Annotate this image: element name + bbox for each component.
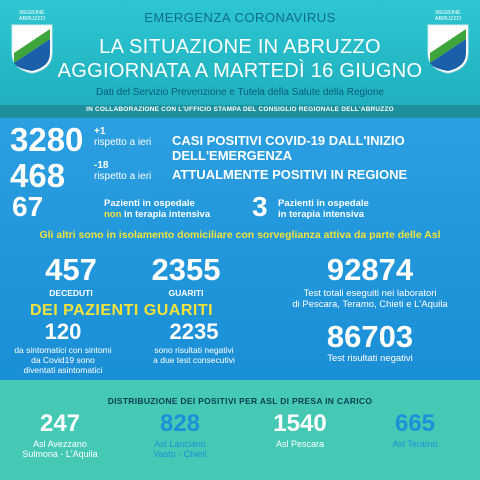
asl-pescara-value: 1540 (273, 410, 327, 437)
hospital-icu-value: 3 (252, 191, 268, 222)
total-positive-delta (94, 126, 151, 148)
asl-lanciano-line1: Asl Lanciano (154, 439, 206, 449)
recovered-breakdown-heading: DEI PAZIENTI GUARITI (30, 302, 214, 319)
asl-teramo-value: 665 (394, 410, 436, 437)
hospital-icu-label (278, 198, 369, 220)
deaths-label: DECEDUTI (49, 288, 93, 298)
collaboration-note: IN COLLABORAZIONE CON L'UFFICIO STAMPA DEL CONSIGLIO REGIONALE DELL'ABRUZZO (86, 106, 394, 113)
logo-label-line2: ABRUZZO (18, 16, 46, 22)
current-positive-delta (94, 160, 151, 182)
asl-avezzano-value: 247 (39, 410, 81, 437)
total-tests-line1: Test totali eseguiti nei laboratori (303, 288, 437, 299)
emergency-heading: EMERGENZA CORONAVIRUS (144, 10, 336, 25)
total-positive-value: 3280 (10, 121, 84, 158)
total-tests-value: 92874 (326, 252, 414, 287)
total-tests-line2: di Pescara, Teramo, Chieti e L'Aquila (292, 299, 448, 310)
home-isolation-note: Gli altri sono in isolamento domiciliare con sorveglianza attiva da parte delle Asl (39, 229, 441, 241)
recovered-asymptomatic-value: 120 (44, 319, 82, 344)
negative-tests-value: 86703 (326, 319, 414, 354)
recovered-negative-value: 2235 (169, 319, 219, 344)
deaths-value: 457 (45, 252, 97, 287)
recovered-asymptomatic-line2: da Covid19 sono (31, 355, 95, 365)
hospital-non-icu-line2-rest: in terapia intensiva (121, 209, 211, 220)
current-positive-delta-label: rispetto a ieri (94, 171, 152, 182)
hospital-non-icu-line2 (104, 209, 210, 220)
asl-avezzano-line1: Asl Avezzano (33, 439, 87, 449)
logo-label-line1: REGIONE (435, 10, 461, 16)
logo-label-line2: ABRUZZO (434, 16, 462, 22)
asl-lanciano-value: 828 (159, 410, 201, 437)
recovered-asymptomatic-label (0, 345, 126, 375)
recovered-value: 2355 (151, 252, 221, 287)
recovered-asymptomatic-line3: diventati asintomatici (23, 365, 103, 375)
asl-pescara-block (240, 412, 360, 449)
hospital-icu-line2: in terapia intensiva (278, 209, 365, 220)
total-tests-label (262, 288, 478, 310)
page-title-line2: AGGIORNATA A MARTEDÌ 16 GIUGNO (57, 60, 423, 82)
current-positive-value: 468 (10, 157, 66, 194)
total-positive-delta-label: rispetto a ieri (94, 137, 152, 148)
total-positive-label: CASI POSITIVI COVID-19 DALL'INIZIO DELL'EMERGENZA (172, 133, 405, 163)
negative-tests-label: Test risultati negativi (327, 353, 413, 364)
asl-pescara-line1: Asl Pescara (275, 439, 325, 449)
asl-teramo-block (350, 412, 480, 449)
asl-avezzano-line2: Sulmona - L'Aquila (22, 449, 98, 459)
recovered-asymptomatic-line1: da sintomatici con sintomi (14, 345, 112, 355)
current-positive-label: ATTUALMENTE POSITIVI IN REGIONE (172, 167, 408, 182)
recovered-negative-label (136, 345, 252, 365)
current-positive-delta-value: -18 (94, 160, 109, 171)
logo-label-line1: REGIONE (19, 10, 45, 16)
asl-lanciano-block (120, 412, 240, 459)
hospital-non-icu-value: 67 (12, 191, 44, 222)
asl-distribution-title: DISTRIBUZIONE DEI POSITIVI PER ASL DI PRESA IN CARICO (107, 396, 373, 406)
hospital-non-icu-label (104, 198, 210, 220)
recovered-negative-line2: a due test consecutivi (153, 355, 235, 365)
asl-teramo-line1: Asl Teramo (392, 439, 438, 449)
non-highlight: non (104, 209, 122, 220)
recovered-label: GUARITI (168, 288, 204, 298)
asl-lanciano-line2: Vasto - Chieti (153, 449, 207, 459)
total-positive-delta-value: +1 (94, 126, 106, 137)
hospital-icu-line1: Pazienti in ospedale (278, 198, 369, 209)
data-source-subtitle: Dati del Servizio Prevenzione e Tutela della Salute della Regione (96, 87, 384, 98)
hospital-non-icu-line1: Pazienti in ospedale (104, 198, 195, 209)
page-title-line1: LA SITUAZIONE IN ABRUZZO (99, 36, 381, 58)
recovered-negative-line1: sono risultati negativi (154, 345, 234, 355)
asl-avezzano-block (0, 412, 120, 459)
